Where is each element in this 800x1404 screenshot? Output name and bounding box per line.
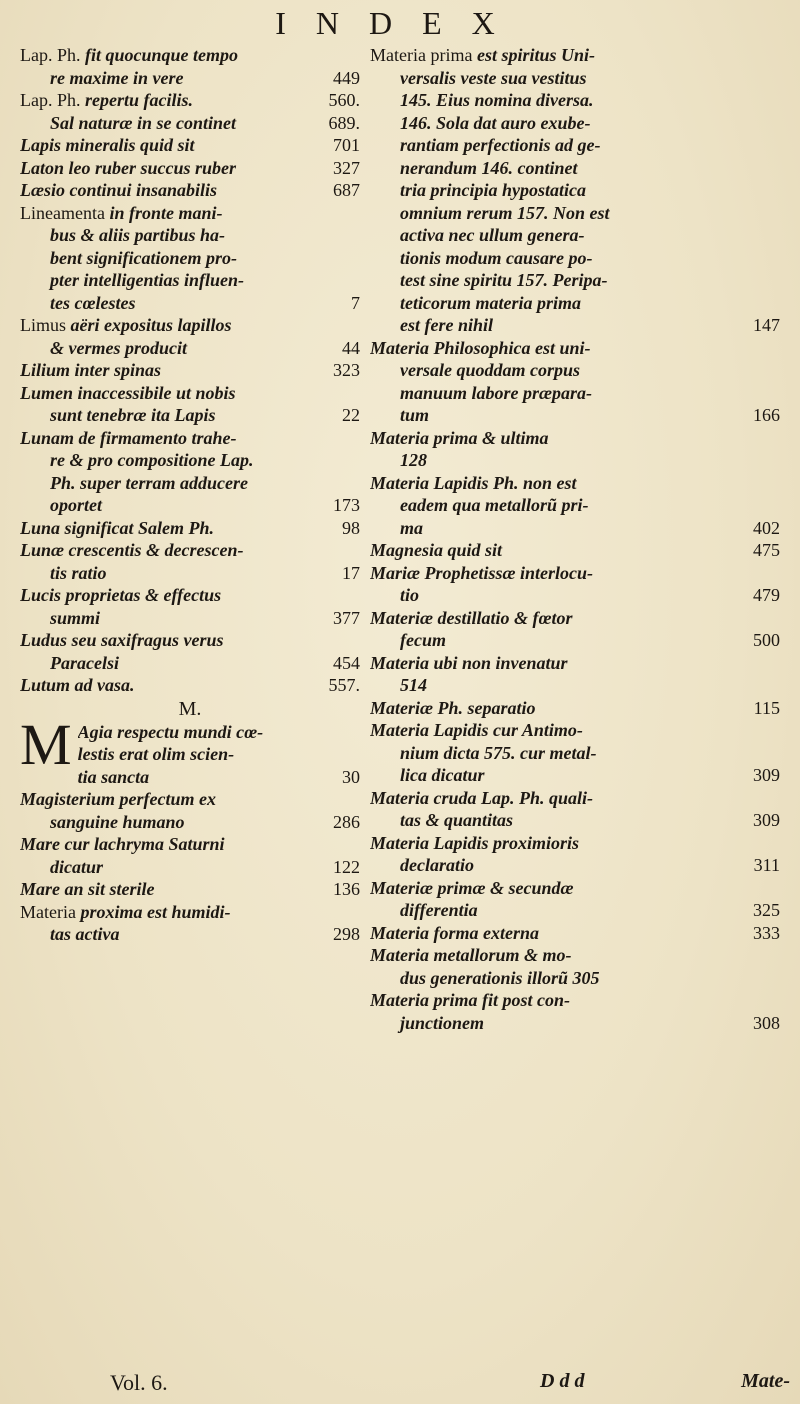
entry-text: Magnesia quid sit — [370, 540, 503, 560]
entry-text: re & pro compositione Lap. — [50, 450, 254, 470]
page-number: 701 — [333, 135, 360, 155]
entry-text: summi — [50, 607, 101, 628]
index-entry — [370, 539, 780, 562]
page-number: 687 — [333, 180, 360, 200]
entry-line — [20, 584, 360, 607]
index-entry — [370, 44, 780, 337]
entry-text: activa nec ullum genera- — [400, 225, 585, 245]
entry-text: Materia prima & ultima — [370, 427, 549, 448]
entry-line — [370, 854, 780, 877]
entry-text: fecum — [400, 630, 446, 650]
entry-line — [370, 517, 780, 540]
entry-line — [370, 652, 780, 675]
entry-text: sunt tenebræ ita Lapis — [50, 405, 216, 425]
entry-text: Lunæ crescentis & decrescen- — [20, 540, 244, 560]
entry-head: Limus — [20, 315, 67, 335]
entry-text: manuum labore præpara- — [400, 382, 593, 403]
entry-line — [20, 652, 360, 675]
entry-line — [20, 539, 360, 562]
entry-line — [20, 923, 360, 946]
index-entry — [20, 112, 360, 135]
entry-text: aëri expositus lapillos — [66, 315, 232, 335]
page-number: 449 — [333, 67, 360, 88]
entry-line — [20, 202, 360, 225]
entry-text: lestis erat olim scien- — [77, 744, 235, 764]
entry-text: Materia Lapidis proximioris — [370, 832, 580, 853]
entry-line — [370, 967, 780, 990]
entry-line — [370, 787, 780, 810]
entry-line — [370, 832, 780, 855]
entry-line — [20, 472, 360, 495]
index-entry — [20, 711, 360, 789]
entry-line — [370, 922, 780, 945]
entry-line — [20, 449, 360, 472]
entry-line — [20, 629, 360, 652]
entry-line — [20, 788, 360, 811]
index-entry — [370, 719, 780, 787]
index-entry — [20, 901, 360, 946]
entry-text: tria principia hypostatica — [400, 180, 587, 200]
entry-text: Agia respectu mundi cœ- — [77, 721, 264, 742]
page-number: 475 — [753, 540, 780, 560]
index-entry — [370, 337, 780, 427]
entry-text: Materiæ primæ & secundæ — [370, 877, 574, 898]
entry-text: tionis modum causare po- — [400, 247, 593, 268]
entry-line — [370, 494, 780, 517]
page-number: 323 — [333, 360, 360, 380]
entry-text: 145. Eius nomina diversa. — [400, 90, 594, 110]
page-number: 377 — [333, 607, 360, 628]
page-number: 500 — [753, 630, 780, 650]
entry-line — [370, 742, 780, 765]
entry-text: test sine spiritu 157. Peripa- — [400, 270, 608, 290]
entry-text: dicatur — [50, 856, 104, 877]
index-entry — [370, 562, 780, 607]
entry-line — [20, 224, 360, 247]
index-entry — [20, 359, 360, 382]
entry-text: Materiæ Ph. separatio — [370, 697, 536, 718]
entry-line — [20, 427, 360, 450]
entry-line — [20, 833, 360, 856]
index-entry — [20, 674, 360, 697]
entry-line — [370, 989, 780, 1012]
page-number: 286 — [333, 811, 360, 832]
entry-line — [370, 44, 780, 67]
page-number: 327 — [333, 157, 360, 178]
entry-line — [370, 562, 780, 585]
entry-text: Lilium inter spinas — [20, 360, 162, 380]
page-number: 166 — [753, 405, 780, 425]
entry-text: 128 — [400, 450, 427, 470]
entry-text: dus generationis illorũ 305 — [400, 967, 600, 988]
page-number: 98 — [342, 517, 360, 538]
entry-line — [78, 721, 360, 744]
entry-line — [370, 607, 780, 630]
entry-line — [370, 719, 780, 742]
entry-text: differentia — [400, 900, 478, 920]
index-entry — [370, 652, 780, 697]
entry-line — [370, 427, 780, 450]
index-entry — [20, 202, 360, 315]
entry-text: eadem qua metallorũ pri- — [400, 495, 589, 515]
entry-text: Mare an sit sterile — [20, 879, 155, 899]
index-entry — [370, 472, 780, 540]
entry-text: Materia cruda Lap. Ph. quali- — [370, 787, 594, 808]
entry-line — [370, 202, 780, 225]
entry-line — [20, 179, 360, 202]
entry-line — [20, 517, 360, 540]
entry-text: Materia Lapidis Ph. non est — [370, 472, 577, 493]
index-entry — [20, 517, 360, 540]
entry-line — [20, 359, 360, 382]
entry-text: Materia metallorum & mo- — [370, 945, 572, 965]
entry-line — [370, 89, 780, 112]
entry-text: Lucis proprietas & effectus — [20, 585, 222, 605]
entry-text: omnium rerum 157. Non est — [400, 202, 610, 223]
index-entry — [20, 89, 360, 112]
entry-line — [370, 359, 780, 382]
entry-line — [20, 247, 360, 270]
entry-line — [370, 449, 780, 472]
page-header: INDEX — [275, 5, 525, 41]
entry-line — [20, 89, 360, 112]
entry-line — [370, 877, 780, 900]
entry-text: tas & quantitas — [400, 810, 514, 830]
page-number: 309 — [753, 810, 780, 830]
entry-line — [20, 314, 360, 337]
entry-text: & vermes producit — [50, 337, 187, 358]
entry-text: est spiritus Uni- — [472, 45, 595, 65]
page-number: 22 — [342, 405, 360, 425]
entry-text: Luna significat Salem Ph. — [20, 517, 215, 538]
entry-text: 146. Sola dat auro exube- — [400, 112, 591, 133]
catchword: Mate- — [741, 1370, 790, 1392]
entry-head: Materia prima — [370, 45, 473, 65]
page-number: 30 — [342, 766, 360, 787]
entry-text: est fere nihil — [400, 315, 493, 335]
page-number: 311 — [753, 855, 780, 875]
entry-line — [20, 811, 360, 834]
entry-line — [370, 629, 780, 652]
page-number: 17 — [342, 562, 360, 583]
volume-number: Vol. 6. — [110, 1370, 168, 1395]
entry-line — [370, 67, 780, 90]
entry-head: Materia — [20, 901, 76, 922]
page-number: 309 — [753, 765, 780, 785]
entry-line — [20, 44, 360, 67]
entry-line — [20, 674, 360, 697]
index-entry — [370, 832, 780, 877]
entry-line — [20, 112, 360, 135]
entry-text: Læsio continui insanabilis — [20, 180, 218, 200]
index-entry — [20, 539, 360, 584]
entry-text: proxima est humidi- — [75, 901, 231, 922]
entry-text: Mare cur lachryma Saturni — [20, 834, 225, 854]
entry-line — [20, 67, 360, 90]
entry-head: Lap. Ph. — [20, 90, 81, 110]
entry-line — [370, 112, 780, 135]
entry-line — [20, 878, 360, 901]
page-number: 173 — [333, 495, 360, 515]
entry-text: Materia ubi non invenatur — [370, 652, 568, 673]
entry-text: Materia forma externa — [370, 922, 539, 943]
page-number: 560. — [328, 90, 360, 110]
entry-text: teticorum materia prima — [400, 292, 582, 313]
entry-text: Sal naturæ in se continet — [50, 112, 237, 133]
entry-text: tio — [400, 585, 420, 605]
index-entry — [370, 787, 780, 832]
index-entry — [370, 922, 780, 945]
entry-text: rantiam perfectionis ad ge- — [400, 135, 601, 155]
entry-text: Ludus seu saxifragus verus — [20, 630, 224, 650]
left-column — [20, 44, 360, 946]
entry-line — [370, 382, 780, 405]
entry-text: bus & aliis partibus ha- — [50, 225, 226, 245]
entry-text: junctionem — [400, 1012, 485, 1033]
entry-line — [370, 134, 780, 157]
entry-line — [370, 584, 780, 607]
entry-text: declaratio — [400, 855, 474, 875]
index-entry — [20, 878, 360, 901]
index-entry — [370, 427, 780, 472]
entry-text: tas activa — [50, 924, 120, 944]
index-entry — [370, 989, 780, 1034]
entry-text: tum — [400, 405, 430, 425]
entry-line — [370, 1012, 780, 1035]
index-entry — [20, 833, 360, 878]
entry-line — [370, 944, 780, 967]
section-letter-m: M. — [178, 697, 202, 720]
page-number: 136 — [333, 879, 360, 899]
entry-text: Lumen inaccessibile ut nobis — [20, 382, 236, 403]
entry-line — [20, 269, 360, 292]
page-number: 402 — [753, 517, 780, 538]
entry-line — [20, 292, 360, 315]
page-number: 454 — [333, 652, 360, 673]
entry-line — [20, 562, 360, 585]
entry-line — [370, 404, 780, 427]
entry-line — [370, 337, 780, 360]
entry-line — [370, 899, 780, 922]
entry-text: tis ratio — [50, 562, 107, 583]
page-number: 557. — [328, 675, 360, 695]
page-number: 147 — [753, 315, 780, 335]
entry-line — [370, 247, 780, 270]
entry-text: Paracelsi — [50, 652, 119, 673]
index-entry — [370, 944, 780, 989]
entry-text: nium dicta 575. cur metal- — [400, 742, 597, 763]
entry-text: Lutum ad vasa. — [20, 675, 135, 695]
entry-line — [20, 382, 360, 405]
entry-line — [78, 766, 360, 789]
index-entry — [370, 877, 780, 922]
entry-text: Materia prima fit post con- — [370, 990, 571, 1010]
entry-head: Lineamenta — [20, 202, 105, 223]
index-entry — [20, 179, 360, 202]
index-entry — [20, 134, 360, 157]
entry-line — [370, 697, 780, 720]
entry-line — [20, 494, 360, 517]
entry-text: Materia Lapidis cur Antimo- — [370, 720, 583, 740]
page-number: 7 — [351, 292, 360, 313]
entry-line — [370, 179, 780, 202]
entry-text — [20, 315, 232, 335]
entry-text: sanguine humano — [50, 811, 185, 832]
index-entry — [370, 697, 780, 720]
entry-text: Materiæ destillatio & fœtor — [370, 607, 573, 628]
entry-line — [370, 674, 780, 697]
entry-line — [20, 404, 360, 427]
signature-mark: D d d — [540, 1370, 585, 1392]
entry-text: tia sancta — [77, 766, 150, 787]
index-entry — [20, 788, 360, 833]
page-number: 44 — [342, 337, 360, 358]
entry-line — [370, 157, 780, 180]
page-number: 308 — [753, 1012, 780, 1033]
page-number: 689. — [328, 112, 360, 133]
entry-text: Ph. super terram adducere — [50, 472, 248, 493]
index-entry — [20, 157, 360, 180]
entry-text: versalis veste sua vestitus — [400, 67, 587, 88]
entry-line — [370, 224, 780, 247]
entry-text — [370, 45, 595, 65]
entry-text — [20, 45, 238, 65]
entry-line — [20, 134, 360, 157]
entry-line — [20, 607, 360, 630]
entry-text: Mariæ Prophetissæ interlocu- — [370, 562, 594, 583]
entry-line — [370, 292, 780, 315]
entry-text: Laton leo ruber succus ruber — [20, 157, 237, 178]
entry-text: oportet — [50, 495, 102, 515]
page-number: 115 — [753, 697, 780, 718]
page-number: 479 — [753, 585, 780, 605]
entry-text: fit quocunque tempo — [80, 45, 239, 65]
index-entry — [20, 314, 360, 359]
entry-text: 514 — [400, 675, 427, 695]
entry-line — [78, 743, 360, 766]
entry-text: pter intelligentias influen- — [50, 270, 245, 290]
index-entry — [20, 584, 360, 629]
page-number: 122 — [333, 856, 360, 877]
index-entry — [20, 382, 360, 427]
entry-text: lica dicatur — [400, 765, 485, 785]
entry-line — [20, 856, 360, 879]
entry-line — [370, 764, 780, 787]
page-number: 298 — [333, 924, 360, 944]
entry-line — [370, 472, 780, 495]
entry-head: Lap. Ph. — [20, 45, 81, 65]
index-entry — [370, 607, 780, 652]
entry-text: Lapis mineralis quid sit — [20, 135, 195, 155]
drop-capital: M — [20, 711, 72, 777]
entry-text: tes cœlestes — [50, 292, 136, 313]
entry-text: Lunam de firmamento trahe- — [20, 427, 237, 448]
entry-text: repertu facilis. — [80, 90, 193, 110]
entry-text: in fronte mani- — [104, 202, 223, 223]
entry-line — [370, 809, 780, 832]
index-entry — [20, 427, 360, 517]
entry-text — [20, 203, 223, 223]
index-entry — [20, 629, 360, 674]
page-number: 325 — [753, 900, 780, 920]
entry-text: versale quoddam corpus — [400, 360, 580, 380]
entry-text: re maxime in vere — [50, 67, 184, 88]
entry-line — [20, 901, 360, 924]
entry-text: ma — [400, 517, 424, 538]
entry-line — [20, 157, 360, 180]
index-entry — [20, 44, 360, 89]
entry-text — [20, 902, 231, 922]
right-column — [370, 44, 780, 1034]
entry-text: bent significationem pro- — [50, 247, 238, 268]
entry-text: Materia Philosophica est uni- — [370, 337, 591, 358]
entry-text: Magisterium perfectum ex — [20, 789, 216, 809]
entry-line — [370, 269, 780, 292]
entry-text — [20, 89, 193, 112]
entry-line — [370, 314, 780, 337]
entry-line — [20, 337, 360, 360]
entry-line — [370, 539, 780, 562]
entry-text: nerandum 146. continet — [400, 157, 578, 178]
page-number: 333 — [753, 922, 780, 943]
